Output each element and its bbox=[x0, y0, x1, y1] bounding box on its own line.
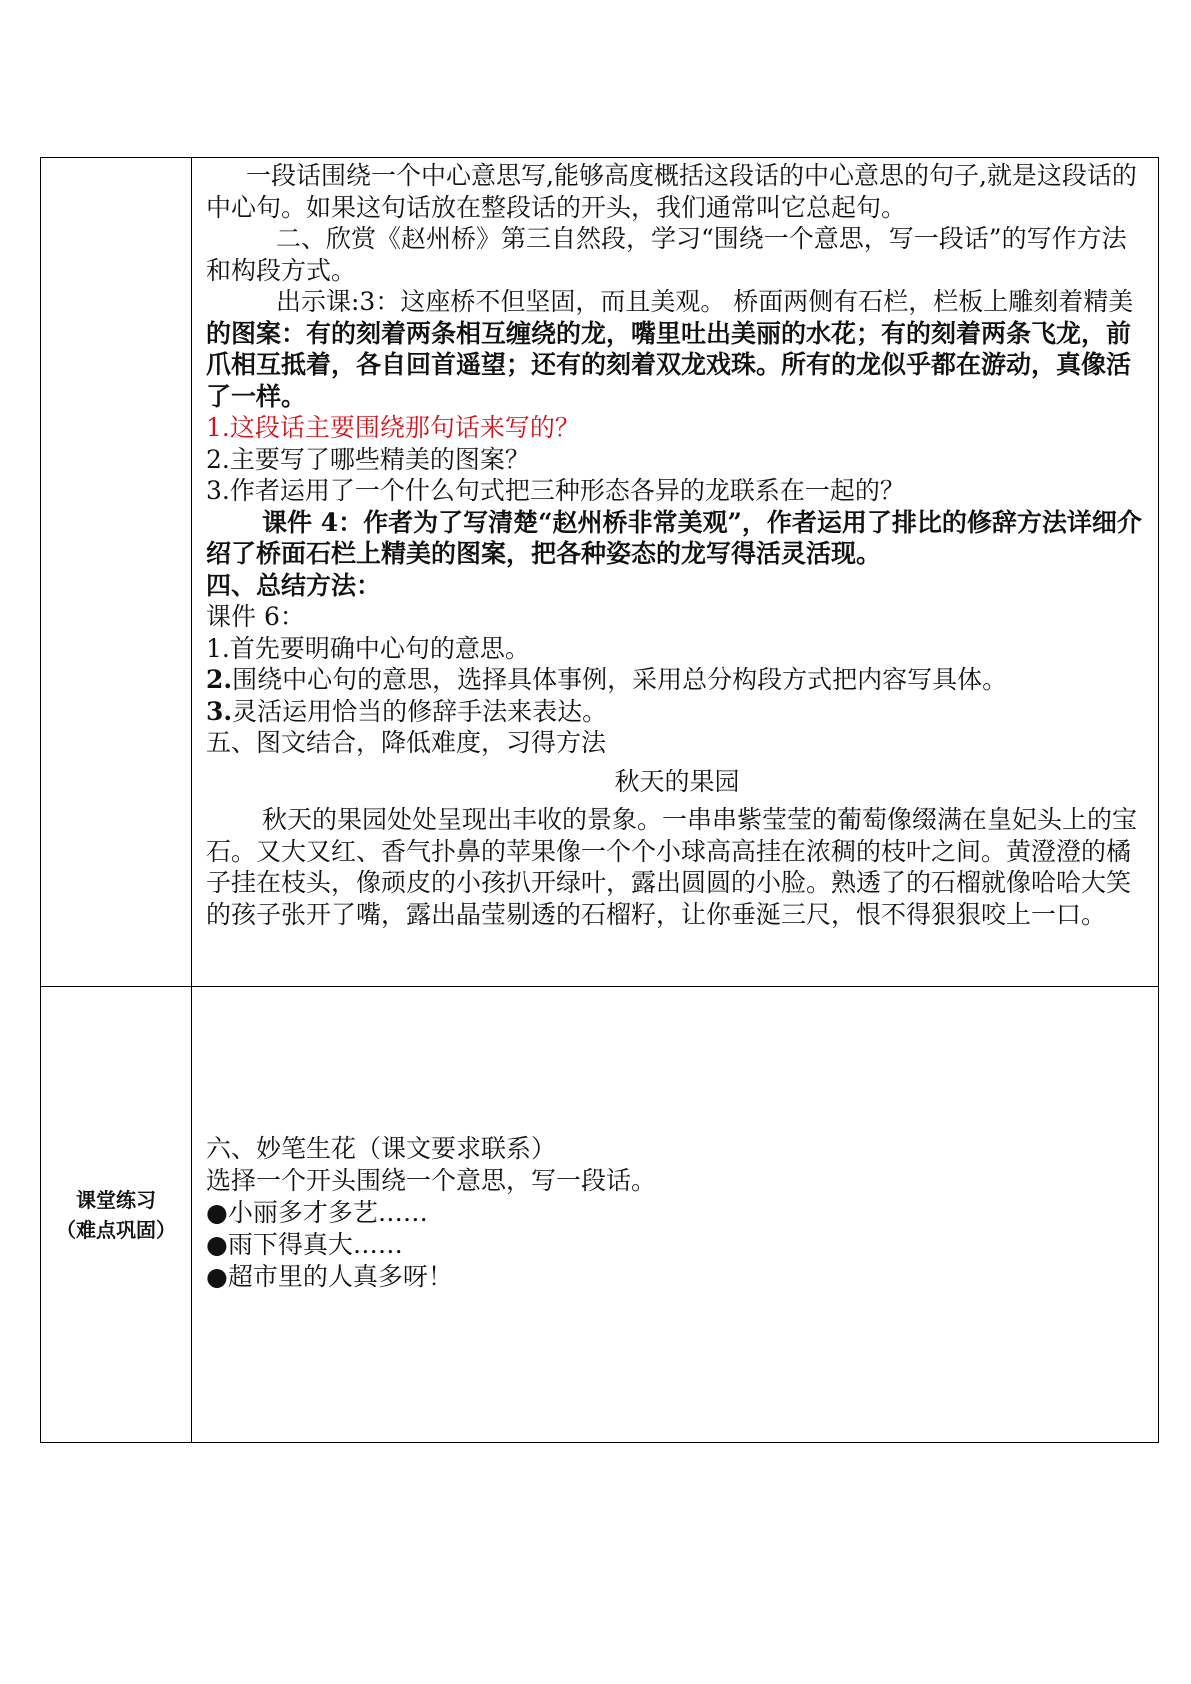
method-2-number: 2. bbox=[206, 665, 233, 694]
practice-content-cell bbox=[192, 987, 1159, 1443]
lesson-plan-sheet bbox=[40, 157, 1156, 1443]
courseware-3-paragraph bbox=[206, 286, 1148, 412]
courseware-3-normal: 出示课:3：这座桥不但坚固，而且美观。 桥面两侧有石栏，栏板上雕刻着精美 bbox=[276, 287, 1134, 316]
teaching-content-cell bbox=[192, 158, 1159, 987]
practice-label bbox=[41, 1185, 191, 1245]
practice-option-3: ●超市里的人真多呀！ bbox=[206, 1262, 453, 1291]
lesson-plan-table bbox=[40, 157, 1159, 1443]
method-2-text: 围绕中心句的意思，选择具体事例，采用总分构段方式把内容写具体。 bbox=[232, 665, 1008, 694]
teaching-process-row bbox=[41, 158, 1159, 987]
courseware-6-label: 课件 6： bbox=[206, 602, 305, 631]
essay-title: 秋天的果园 bbox=[614, 766, 740, 796]
method-3-number: 3. bbox=[206, 696, 233, 726]
essay-body: 秋天的果园处处呈现出丰收的景象。一串串紫莹莹的葡萄像缀满在皇妃头上的宝石。又大又红、香气扑鼻的苹果像一个个小球高高挂在浓稠的枝叶之间。黄澄澄的橘子挂在枝头，像顽皮的小孩扒开绿叶，露出圆圆的小脸。熟透了的石榴就像哈哈大笑的孩子张开了嘴，露出晶莹剔透的石榴籽，让你垂涎三尺，恨不得狠狠咬上一口。 bbox=[206, 805, 1138, 929]
practice-label-line1: 课堂练习 bbox=[76, 1187, 156, 1212]
practice-label-cell bbox=[41, 987, 192, 1443]
courseware-3-bold: 的图案：有的刻着两条相互缠绕的龙，嘴里吐出美丽的水花；有的刻着两条飞龙，前爪相互抵着，各自回首遥望；还有的刻着双龙戏珠。所有的龙似乎都在游动，真像活了一样。 bbox=[206, 318, 1132, 411]
section-six-heading: 六、妙笔生花（课文要求联系） bbox=[206, 1134, 557, 1163]
practice-row bbox=[41, 987, 1159, 1443]
practice-option-2: ●雨下得真大…… bbox=[206, 1230, 403, 1259]
practice-instruction: 选择一个开头围绕一个意思，写一段话。 bbox=[206, 1166, 657, 1195]
practice-label-line2: （难点巩固） bbox=[56, 1217, 176, 1242]
method-2 bbox=[206, 664, 1148, 696]
central-sentence-explanation: 一段话围绕一个中心意思写,能够高度概括这段话的中心意思的句子,就是这段话的中心句。如果这句话放在整段话的开头，我们通常叫它总起句。 bbox=[206, 161, 1137, 222]
section-five-heading: 五、图文结合，降低难度，习得方法 bbox=[206, 728, 607, 757]
question-1: 1.这段话主要围绕那句话来写的？ bbox=[206, 413, 580, 442]
method-1: 1.首先要明确中心句的意思。 bbox=[206, 633, 530, 663]
section-two-heading: 二、欣赏《赵州桥》第三自然段，学习“围绕一个意思，写一段话”的写作方法和构段方式。 bbox=[206, 224, 1127, 285]
courseware-4-paragraph: 课件 4：作者为了写清楚“赵州桥非常美观”，作者运用了排比的修辞方法详细介绍了桥面石栏上精美的图案，把各种姿态的龙写得活灵活现。 bbox=[206, 507, 1142, 568]
practice-option-1: ●小丽多才多艺…… bbox=[206, 1198, 428, 1227]
method-3-text: 灵活运用恰当的修辞手法来表达。 bbox=[232, 696, 608, 726]
row-label-empty bbox=[41, 158, 192, 987]
section-four-heading: 四、总结方法： bbox=[206, 570, 382, 600]
question-3: 3.作者运用了一个什么句式把三种形态各异的龙联系在一起的？ bbox=[206, 476, 905, 505]
method-3 bbox=[206, 696, 1148, 728]
question-2: 2.主要写了哪些精美的图案？ bbox=[206, 444, 530, 474]
